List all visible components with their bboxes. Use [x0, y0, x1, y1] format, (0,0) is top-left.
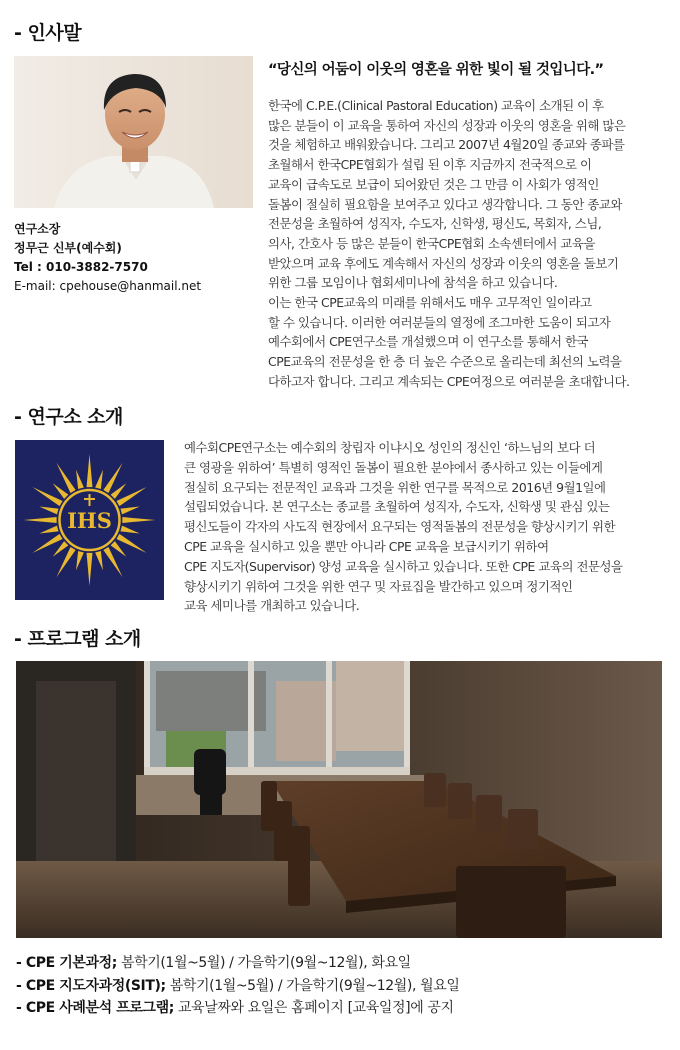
program-item [16, 952, 459, 975]
text-line: 설립되었습니다. 본 연구소는 종교를 초월하여 성직자, 수도자, 신학생 및 관심 있는 [184, 499, 610, 515]
text-line: 큰 영광을 위하여’ 특별히 영적인 돌봄이 필요한 분야에서 종사하고 있는 이들에게 [184, 459, 603, 475]
text-line: 평신도들이 각자의 사도직 현장에서 요구되는 영적돌봄의 전문성을 향상시키기 위한 [184, 519, 616, 535]
sun-ray [87, 553, 93, 586]
sun-ray [53, 483, 69, 499]
program-name: - CPE 사례분석 프로그램; [16, 1000, 174, 1016]
text-line: 받았으며 교육 후에도 계속해서 자신의 성장과 이웃의 영혼을 돌보기 [268, 255, 619, 271]
text-line: 것을 체험하고 배워왔습니다. 그리고 2007년 4월20일 종교와 종파를 [268, 137, 625, 153]
jesuit-emblem [15, 440, 164, 600]
text-line: CPE 지도자(Supervisor) 양성 교육을 실시하고 있습니다. 또한 CPE 교육의 전문성을 [184, 558, 623, 574]
program-name: - CPE 지도자과정(SIT); [16, 977, 166, 994]
text-line: 전문성을 초월하여 성직자, 수도자, 신학생, 평신도, 목회자, 스님, [268, 216, 602, 232]
text-line: 의사, 간호사 등 많은 분들이 한국CPE협회 소속센터에서 교육을 [268, 235, 595, 251]
text-line: 돌봄이 절실히 필요함을 보여주고 있다고 생각합니다. 그 동안 종교와 [268, 196, 622, 212]
director-photo [14, 56, 253, 208]
program-name: - CPE 기본과정; [16, 955, 117, 971]
director-email[interactable]: E-mail: cpehouse@hanmail.net [14, 279, 202, 293]
sun-ray [122, 517, 155, 523]
sun-ray [39, 526, 58, 534]
sun-ray [120, 507, 139, 515]
director-contact [14, 220, 201, 296]
greeting-quote: “당신의 어둠이 이웃의 영혼을 위한 빛이 될 것입니다.” [268, 62, 604, 78]
sun-ray [111, 483, 127, 499]
sun-ray [39, 507, 58, 515]
program-item [16, 997, 459, 1020]
sun-ray [53, 541, 69, 557]
text-line: 위한 그룹 모임이나 협회세미나에 참석을 하고 있습니다. [268, 275, 558, 291]
ihs-monogram: IHS [67, 508, 112, 533]
text-line: 향상시키기 위하여 그것을 위한 연구 및 자료집을 발간하고 있으며 정기적인 [184, 578, 573, 594]
sun-ray [95, 470, 103, 489]
text-line: 할 수 있습니다. 이러한 여러분들의 열정에 조그마한 도움이 되고자 [268, 314, 611, 330]
sun-ray [24, 517, 57, 523]
about-paragraph [184, 438, 668, 616]
greeting-paragraph [268, 96, 666, 392]
sun-ray [76, 470, 84, 489]
program-list [16, 952, 459, 1020]
text-line: 많은 분들이 이 교육을 통하여 자신의 성장과 이웃의 영혼을 위해 많은 [268, 117, 626, 133]
text-line: 한국에 C.P.E.(Clinical Pastoral Education) 교육이 소개된 이 후 [268, 98, 604, 113]
director-tel: Tel : 010-3882-7570 [14, 260, 148, 274]
program-detail: 봄학기(1월~5월) / 가을학기(9월~12월), 월요일 [165, 977, 460, 994]
text-line: 초월해서 한국CPE협회가 설립 된 이후 지금까지 전국적으로 이 [268, 157, 592, 173]
text-line: CPE 교육을 실시하고 있을 뿐만 아니라 CPE 교육을 보급시키기 위하여 [184, 538, 549, 554]
seminar-room-photo [16, 661, 662, 938]
program-item [16, 975, 459, 998]
text-line: 예수회CPE연구소는 예수회의 창립자 이냐시오 성인의 정신인 ‘하느님의 보다 더 [184, 440, 596, 455]
sun-ray [111, 541, 127, 557]
text-line: 교육이 급속도로 보급이 되어왔던 것은 그 만큼 이 사회가 영적인 [268, 176, 599, 192]
program-detail: 교육날짜와 요일은 홈페이지 [교육일정]에 공지 [173, 1000, 454, 1016]
sun-ray [76, 551, 84, 570]
programs-title: - 프로그램 소개 [14, 628, 141, 650]
text-line: 예수회에서 CPE연구소를 개설했으며 이 연구소를 통해서 한국 [268, 334, 588, 350]
text-line: 교육 세미나를 개최하고 있습니다. [184, 598, 360, 614]
text-line: CPE교육의 전문성을 한 층 더 높은 수준으로 올리는데 최선의 노력을 [268, 354, 622, 370]
sun-ray [95, 551, 103, 570]
text-line: 이는 한국 CPE교육의 미래를 위해서도 매우 고무적인 일이라고 [268, 295, 592, 311]
text-line: 절실히 요구되는 전문적인 교육과 그것을 위한 연구를 목적으로 2016년 9월1일에 [184, 479, 606, 495]
director-role: 연구소장 [14, 222, 61, 236]
about-title: - 연구소 소개 [14, 406, 123, 428]
sun-ray [120, 526, 139, 534]
program-detail: 봄학기(1월~5월) / 가을학기(9월~12월), 화요일 [116, 955, 411, 971]
director-name: 정무근 신부(예수회) [14, 241, 122, 255]
greeting-title: - 인사말 [14, 22, 82, 44]
sun-ray [87, 454, 93, 487]
text-line: 다하고자 합니다. 그리고 계속되는 CPE여정으로 여러분을 초대합니다. [268, 373, 630, 389]
